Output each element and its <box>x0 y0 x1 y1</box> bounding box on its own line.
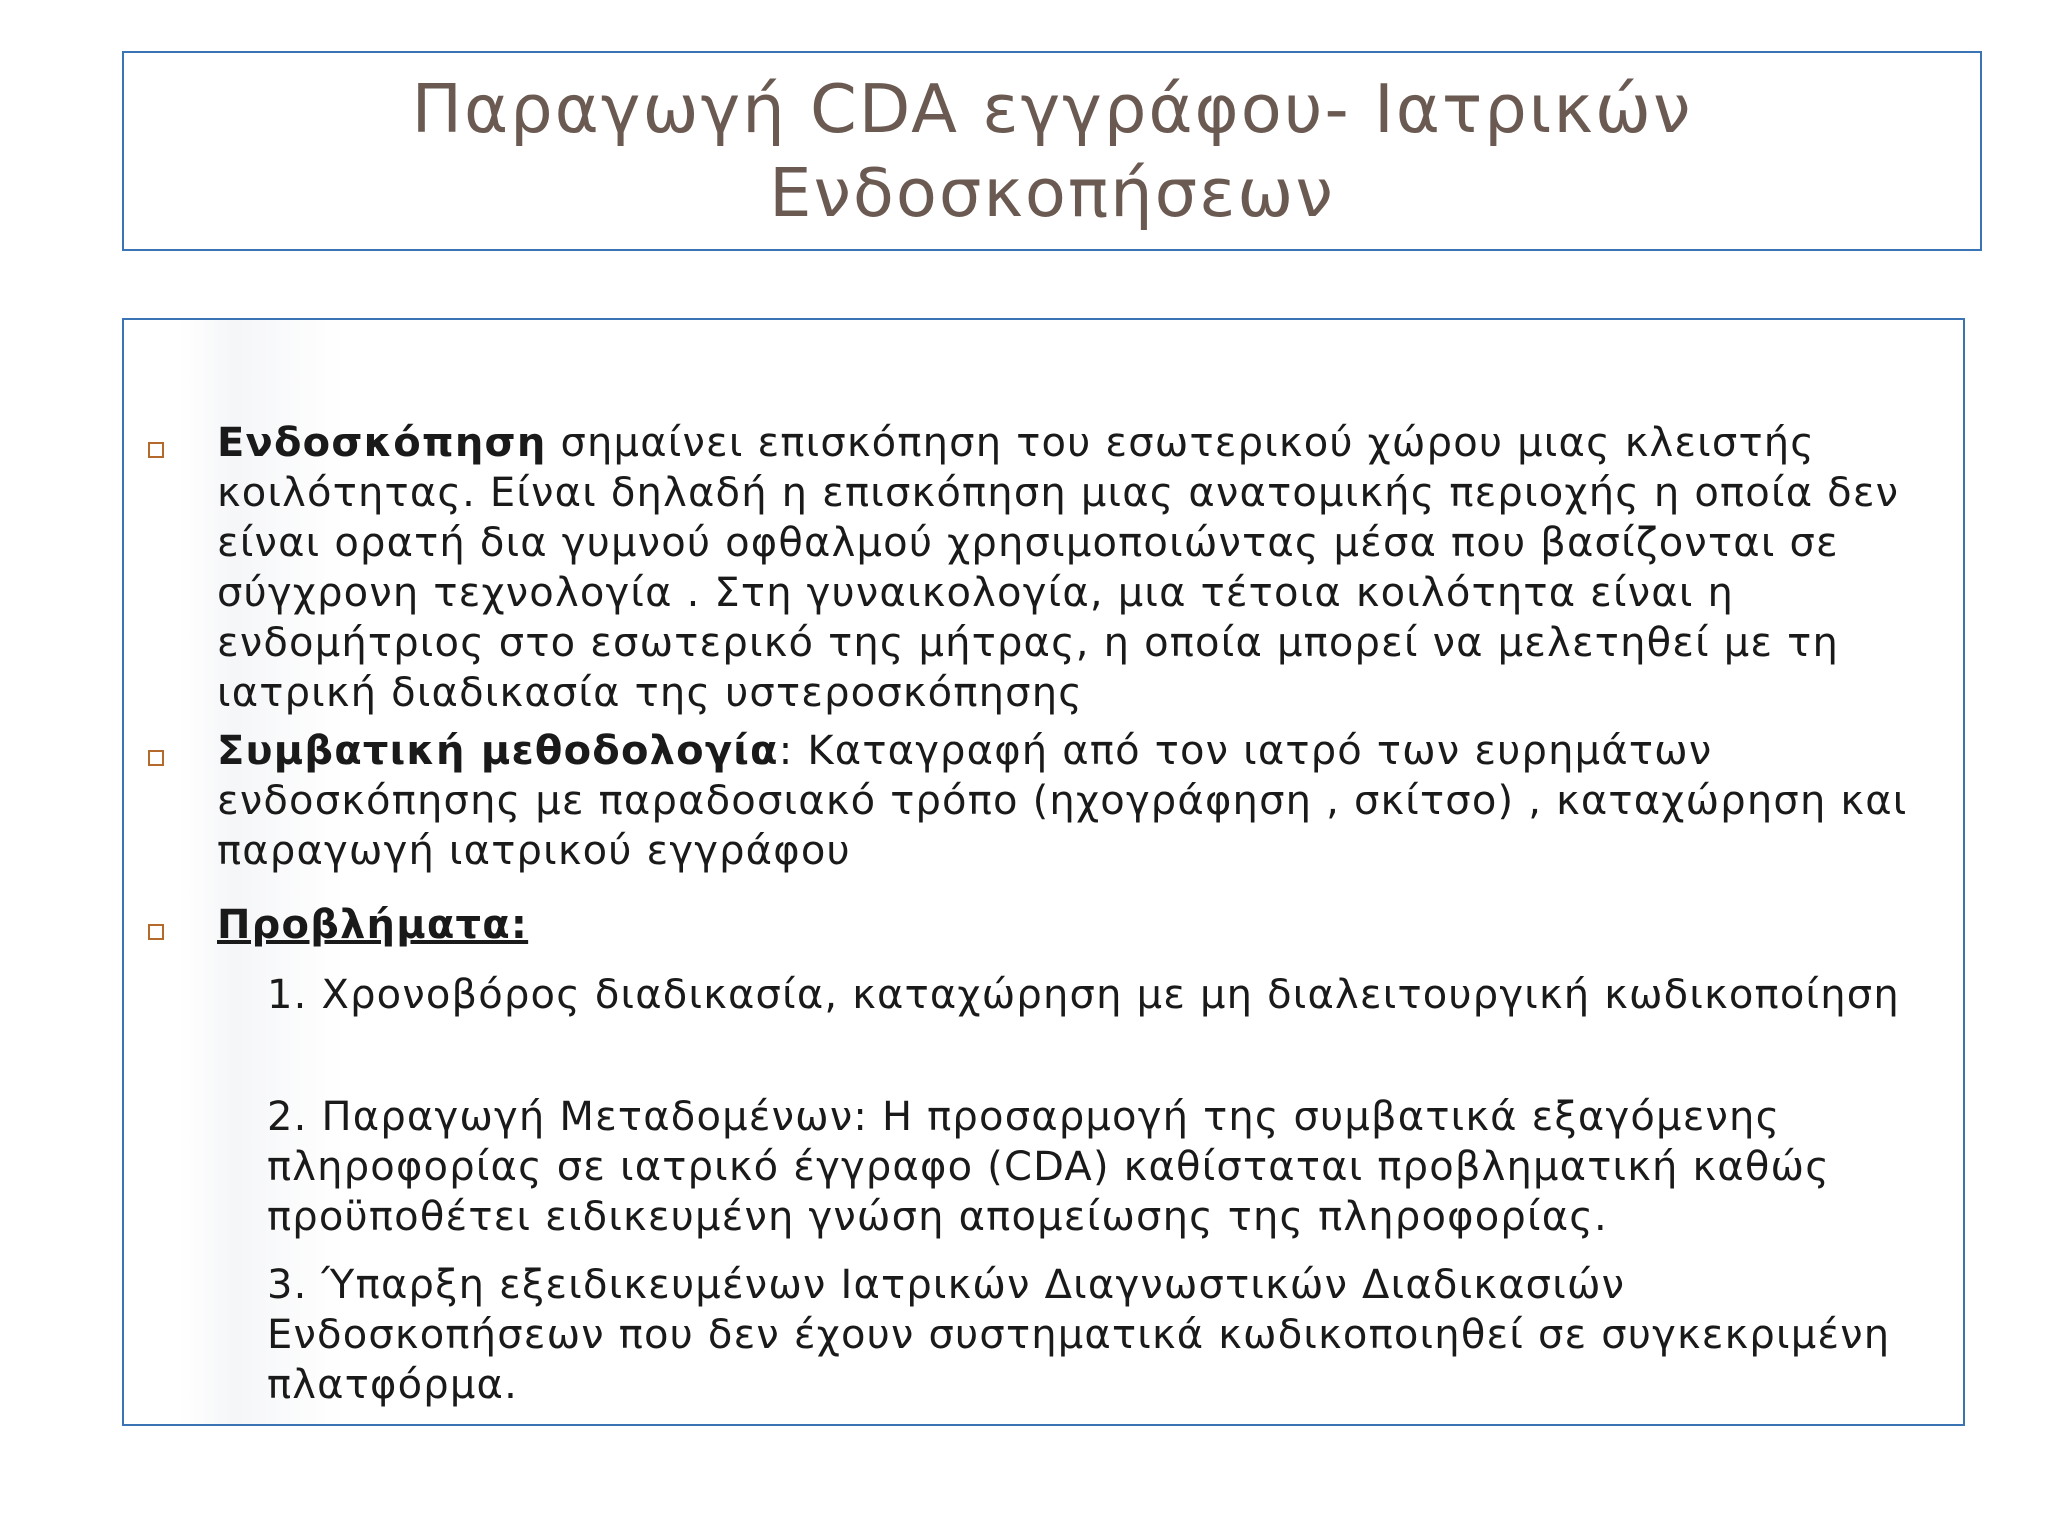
problem-item: 1. Χρονοβόρος διαδικασία, καταχώρηση με μη διαλειτουργική κωδικοποίηση <box>267 972 1900 1018</box>
bullet-term: Προβλήματα: <box>217 902 529 948</box>
square-bullet-icon <box>148 442 164 458</box>
bullet-conventional-method <box>217 726 1943 876</box>
bullet-problems-heading <box>217 900 1943 950</box>
slide-title <box>124 67 1980 235</box>
square-bullet-icon <box>148 924 164 940</box>
title-frame <box>122 51 1982 251</box>
bullet-text: σημαίνει επισκόπηση του εσωτερικού χώρου μιας κλειστής κοιλότητας. Είναι δηλαδή η επισκόπηση μιας ανατομικής περιοχής η οποία δεν είναι ορατή δια γυμνού οφθαλμού χρησιμοποιώντας μέσα που βασίζονται σε σύγχρονη τεχνολογία . Στη γυναικολογία, μια τέτοια κοιλότητα είναι η ενδομήτριος στο εσωτερικό της μήτρας, η οποία μπορεί να μελετηθεί με τη ιατρική διαδικασία της υστεροσκόπησης <box>217 420 1900 716</box>
bullet-term: Συμβατική μεθοδολογία <box>217 728 779 774</box>
problem-item: 3. Ύπαρξη εξειδικευμένων Ιατρικών Διαγνωστικών Διαδικασιών Ενδοσκοπήσεων που δεν έχουν συστηματικά κωδικοποιηθεί σε συγκεκριμένη πλατφόρμα. <box>267 1262 1891 1408</box>
bullet-text: : Καταγραφή από τον ιατρό των ευρημάτων ενδοσκόπησης με παραδοσιακό τρόπο (ηχογράφηση , σκίτσο) , καταχώρηση και παραγωγή ιατρικού εγγράφου <box>217 728 1908 874</box>
problem-item: 2. Παραγωγή Μεταδομένων: Η προσαρμογή της συμβατικά εξαγόμενης πληροφορίας σε ιατρικό έγγραφο (CDA) καθίσταται προβληματική καθώς προϋποθέτει ειδικευμένη γνώση απομείωσης της πληροφορίας. <box>267 1094 1830 1240</box>
content-frame <box>122 318 1965 1426</box>
bullet-term: Ενδοσκόπηση <box>217 420 547 466</box>
bullet-endoscopy-definition <box>217 418 1943 718</box>
slide-title-line-2: Ενδοσκοπήσεων <box>769 154 1335 232</box>
square-bullet-icon <box>148 750 164 766</box>
slide-title-line-1: Παραγωγή CDA εγγράφου- Ιατρικών <box>411 70 1693 148</box>
